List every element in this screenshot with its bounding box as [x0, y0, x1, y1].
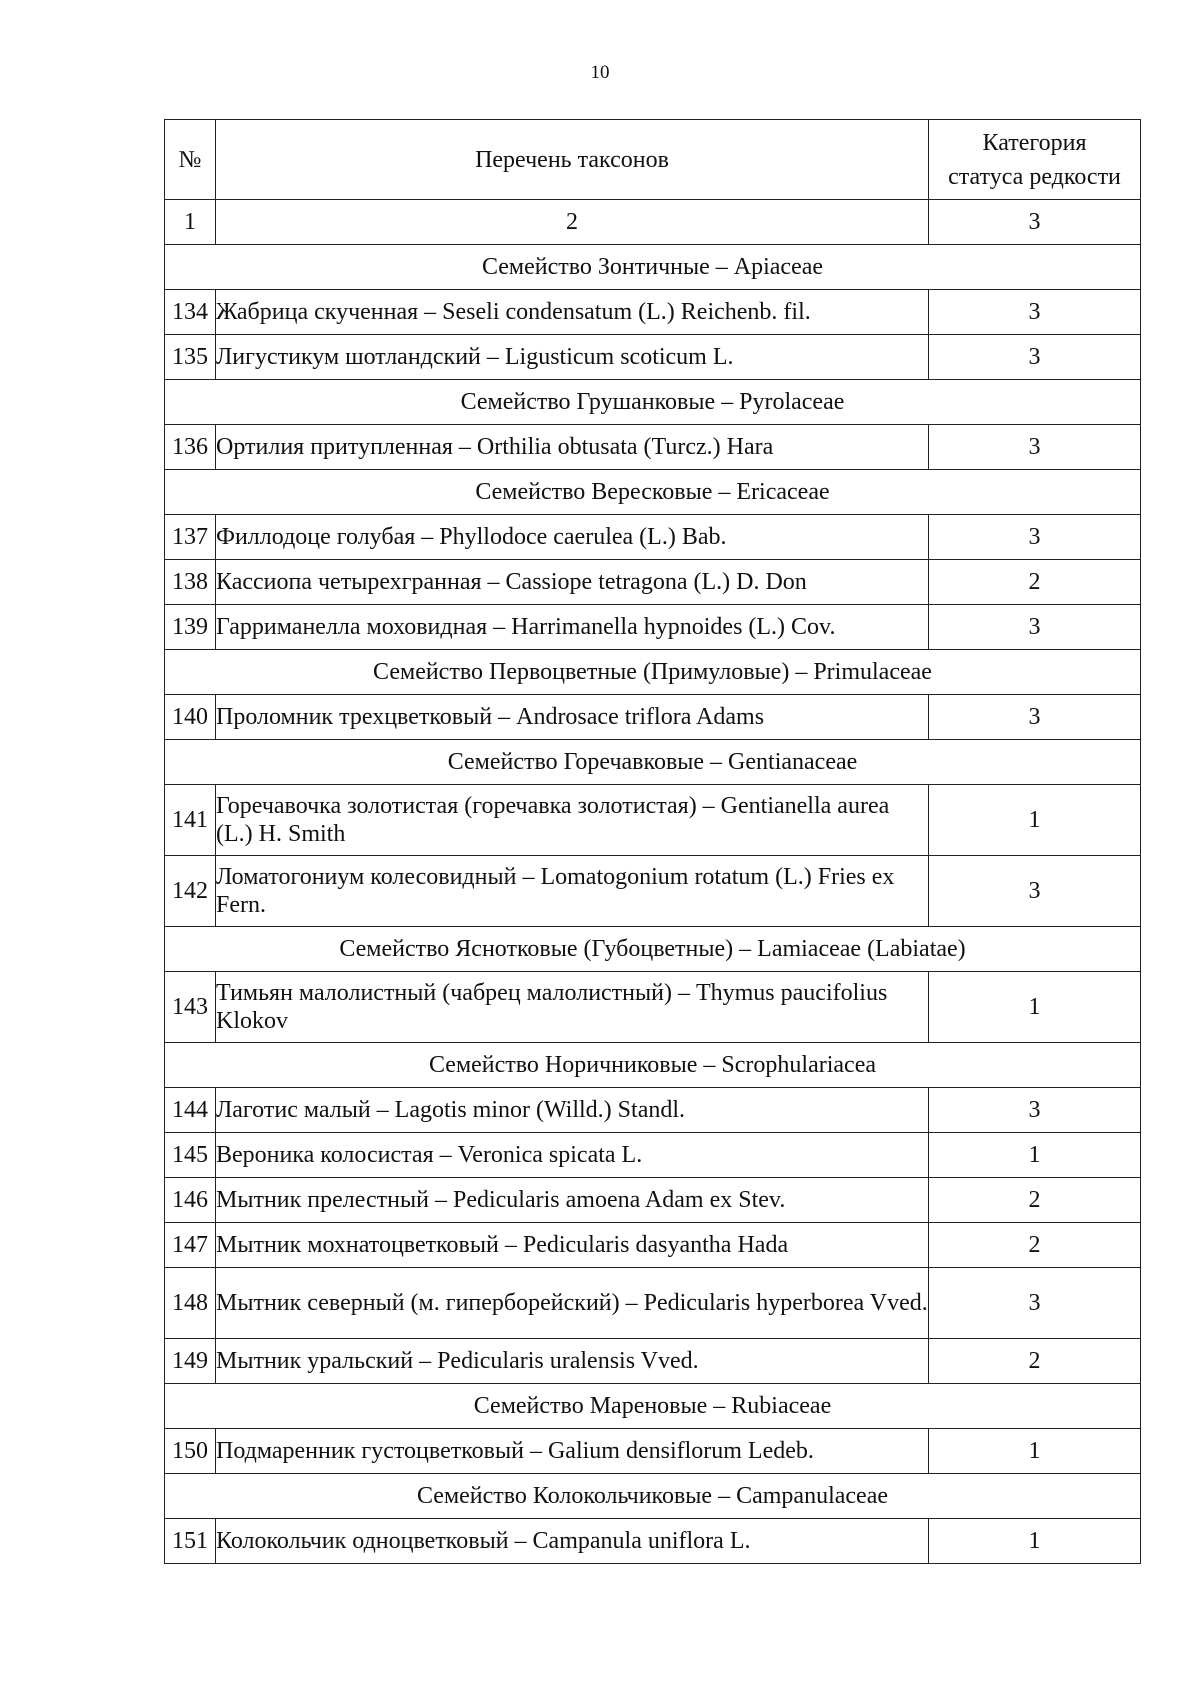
family-row: [165, 650, 1141, 695]
family-name: Семейство Зонтичные – Apiaceae: [165, 245, 1141, 290]
taxon-name: Проломник трехцветковый – Androsace triflora Adams: [216, 695, 929, 740]
taxon-name: Колокольчик одноцветковый – Campanula uniflora L.: [216, 1519, 929, 1564]
taxon-row: [165, 290, 1141, 335]
column-number-1: 1: [165, 200, 216, 245]
table-header-row: [165, 120, 1141, 200]
taxon-number: 140: [165, 695, 216, 740]
taxon-number: 150: [165, 1429, 216, 1474]
header-rarity-category-line1: Категория: [982, 129, 1087, 156]
taxon-name: Лигустикум шотландский – Ligusticum scoticum L.: [216, 335, 929, 380]
taxon-row: [165, 335, 1141, 380]
family-name: Семейство Вересковые – Ericaceae: [165, 470, 1141, 515]
rarity-category: 1: [929, 1133, 1141, 1178]
taxon-number: 137: [165, 515, 216, 560]
taxon-number: 145: [165, 1133, 216, 1178]
taxon-number: 135: [165, 335, 216, 380]
taxon-name: Ломатогониум колесовидный – Lomatogonium rotatum (L.) Fries ex Fern.: [216, 856, 929, 927]
taxon-number: 138: [165, 560, 216, 605]
header-rarity-category-line2: статуса редкости: [948, 163, 1121, 190]
taxon-name: Подмаренник густоцветковый – Galium densiflorum Ledeb.: [216, 1429, 929, 1474]
taxon-number: 136: [165, 425, 216, 470]
family-name: Семейство Яснотковые (Губоцветные) – Lamiaceae (Labiatae): [165, 927, 1141, 972]
taxon-row: [165, 1268, 1141, 1339]
taxon-number: 134: [165, 290, 216, 335]
family-row: [165, 245, 1141, 290]
family-row: [165, 927, 1141, 972]
rarity-category: 3: [929, 335, 1141, 380]
taxon-number: 146: [165, 1178, 216, 1223]
taxon-number: 142: [165, 856, 216, 927]
taxon-row: [165, 856, 1141, 927]
taxon-row: [165, 972, 1141, 1043]
taxon-number: 143: [165, 972, 216, 1043]
taxon-number: 151: [165, 1519, 216, 1564]
column-number-row: [165, 200, 1141, 245]
rarity-category: 3: [929, 290, 1141, 335]
taxon-row: [165, 1088, 1141, 1133]
taxon-name: Мытник уральский – Pedicularis uralensis Vved.: [216, 1339, 929, 1384]
family-row: [165, 470, 1141, 515]
family-name: Семейство Первоцветные (Примуловые) – Primulaceae: [165, 650, 1141, 695]
taxon-name: Мытник северный (м. гиперборейский) – Pedicularis hyperborea Vved.: [216, 1268, 929, 1339]
rarity-category: 2: [929, 1223, 1141, 1268]
taxon-name: Филлодоце голубая – Phyllodoce caerulea (L.) Bab.: [216, 515, 929, 560]
header-number: №: [165, 120, 216, 200]
taxon-row: [165, 605, 1141, 650]
rarity-category: 3: [929, 856, 1141, 927]
taxon-number: 144: [165, 1088, 216, 1133]
taxon-row: [165, 1339, 1141, 1384]
taxon-row: [165, 1178, 1141, 1223]
family-row: [165, 740, 1141, 785]
taxon-name: Кассиопа четырехгранная – Cassiope tetragona (L.) D. Don: [216, 560, 929, 605]
column-number-3: 3: [929, 200, 1141, 245]
taxon-number: 147: [165, 1223, 216, 1268]
taxon-number: 148: [165, 1268, 216, 1339]
rarity-category: 3: [929, 1088, 1141, 1133]
rarity-category: 1: [929, 972, 1141, 1043]
taxon-number: 149: [165, 1339, 216, 1384]
rarity-category: 3: [929, 605, 1141, 650]
rare-taxa-table: [164, 119, 1141, 1564]
rarity-category: 2: [929, 1178, 1141, 1223]
rarity-category: 2: [929, 1339, 1141, 1384]
family-name: Семейство Колокольчиковые – Campanulaceae: [165, 1474, 1141, 1519]
taxon-row: [165, 1519, 1141, 1564]
rarity-category: 2: [929, 560, 1141, 605]
family-row: [165, 1474, 1141, 1519]
family-name: Семейство Грушанковые – Pyrolaceae: [165, 380, 1141, 425]
rarity-category: 3: [929, 425, 1141, 470]
family-name: Семейство Мареновые – Rubiaceae: [165, 1384, 1141, 1429]
taxon-row: [165, 560, 1141, 605]
family-row: [165, 1384, 1141, 1429]
taxon-row: [165, 785, 1141, 856]
family-name: Семейство Норичниковые – Scrophulariacea: [165, 1043, 1141, 1088]
taxon-name: Мытник мохнатоцветковый – Pedicularis dasyantha Hada: [216, 1223, 929, 1268]
rarity-category: 3: [929, 515, 1141, 560]
taxon-number: 141: [165, 785, 216, 856]
taxon-number: 139: [165, 605, 216, 650]
header-rarity-category: [929, 120, 1141, 200]
rarity-category: 3: [929, 695, 1141, 740]
family-row: [165, 1043, 1141, 1088]
rarity-category: 1: [929, 1429, 1141, 1474]
taxon-row: [165, 1133, 1141, 1178]
taxon-row: [165, 425, 1141, 470]
taxon-row: [165, 1429, 1141, 1474]
family-row: [165, 380, 1141, 425]
taxon-name: Жабрица скученная – Seseli condensatum (L.) Reichenb. fil.: [216, 290, 929, 335]
taxon-row: [165, 515, 1141, 560]
taxon-name: Ортилия притупленная – Orthilia obtusata (Turcz.) Hara: [216, 425, 929, 470]
header-taxa-list: Перечень таксонов: [216, 120, 929, 200]
rarity-category: 1: [929, 1519, 1141, 1564]
taxon-name: Гарриманелла моховидная – Harrimanella hypnoides (L.) Cov.: [216, 605, 929, 650]
taxon-row: [165, 695, 1141, 740]
taxon-row: [165, 1223, 1141, 1268]
column-number-2: 2: [216, 200, 929, 245]
taxon-name: Вероника колосистая – Veronica spicata L.: [216, 1133, 929, 1178]
table-body: [165, 245, 1141, 1564]
taxon-name: Лаготис малый – Lagotis minor (Willd.) Standl.: [216, 1088, 929, 1133]
family-name: Семейство Горечавковые – Gentianaceae: [165, 740, 1141, 785]
taxon-name: Мытник прелестный – Pedicularis amoena Adam ex Stev.: [216, 1178, 929, 1223]
page-number: 10: [590, 62, 610, 83]
taxon-name: Горечавочка золотистая (горечавка золотистая) – Gentianella aurea (L.) H. Smith: [216, 785, 929, 856]
rarity-category: 3: [929, 1268, 1141, 1339]
taxon-name: Тимьян малолистный (чабрец малолистный) – Thymus paucifolius Klokov: [216, 972, 929, 1043]
rarity-category: 1: [929, 785, 1141, 856]
